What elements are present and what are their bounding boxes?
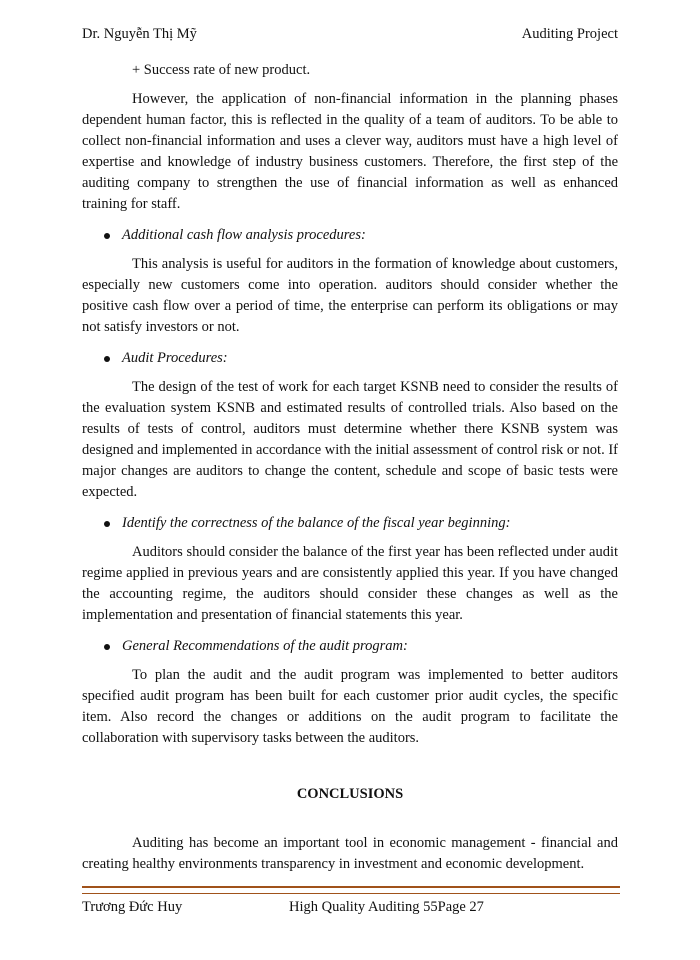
paragraph-recommendations: To plan the audit and the audit program was implemented to better auditors specified audit program has been built for each customer prior audit cycles, the specific item. Also record the changes or additions on the audit program to facilitate the collaboration with supervisory tasks between the auditors. [82, 667, 618, 746]
paragraph-conclusions: Auditing has become an important tool in economic management - financial and creating healthy environments transparency in investment and economic development. [82, 835, 618, 872]
bullet-cash-flow [82, 225, 618, 246]
bullet-cash-flow-label: Additional cash flow analysis procedures: [122, 227, 366, 243]
paragraph-audit-procedures: The design of the test of work for each target KSNB need to consider the results of the evaluation system KSNB and estimated results of controlled trials. Also based on the results of tests of control, auditors must determine whether there KSNB system was designed and implemented in accordance with the initial assessment of control risk or not. If major changes are auditors to change the content, schedule and scope of basic tests were expected. [82, 379, 618, 500]
bullet-balance-correctness [82, 513, 618, 534]
bullet-audit-procedures-label: Audit Procedures: [122, 350, 228, 366]
paragraph-cash-flow: This analysis is useful for auditors in the formation of knowledge about customers, especially new customers come into operation. auditors should consider whether the positive cash flow over a period of time, the enterprise can perform its obligations or may not satisfy investors or not. [82, 256, 618, 335]
bullet-audit-procedures [82, 348, 618, 369]
footer-author: Trương Đức Huy [82, 899, 183, 915]
header-title: Auditing Project [521, 26, 618, 42]
header-author: Dr. Nguyễn Thị Mỹ [82, 26, 197, 42]
bullet-recommendations [82, 636, 618, 657]
bullet-icon [104, 233, 110, 239]
footer-page-info: High Quality Auditing 55Page 27 [289, 899, 484, 915]
conclusions-heading: CONCLUSIONS [296, 786, 404, 802]
bullet-recommendations-label: General Recommendations of the audit program: [122, 638, 408, 654]
bullet-icon [104, 644, 110, 650]
footer-divider [82, 886, 620, 894]
bullet-balance-correctness-label: Identify the correctness of the balance of the fiscal year beginning: [122, 515, 511, 531]
page-footer [82, 899, 618, 919]
success-rate-line: + Success rate of new product. [132, 62, 311, 78]
paragraph-balance: Auditors should consider the balance of the first year has been reflected under audit regime applied in previous years and are consistently applied this year. If you have changed the accounting regime, the auditors should consider these changes as well as the implementation and presentation of financial statements this year. [82, 544, 618, 623]
bullet-icon [104, 356, 110, 362]
document-body [82, 60, 618, 875]
paragraph-nonfinancial: However, the application of non-financial information in the planning phases dependent human factor, this is reflected in the quality of a team of auditors. To be able to collect non-financial information and uses a clever way, auditors must have a high level of expertise and knowledge of industry business customers. Therefore, the first step of the auditing company to strengthen the use of financial information as well as enhanced training for staff. [82, 91, 618, 212]
page-header [82, 26, 618, 46]
bullet-icon [104, 521, 110, 527]
